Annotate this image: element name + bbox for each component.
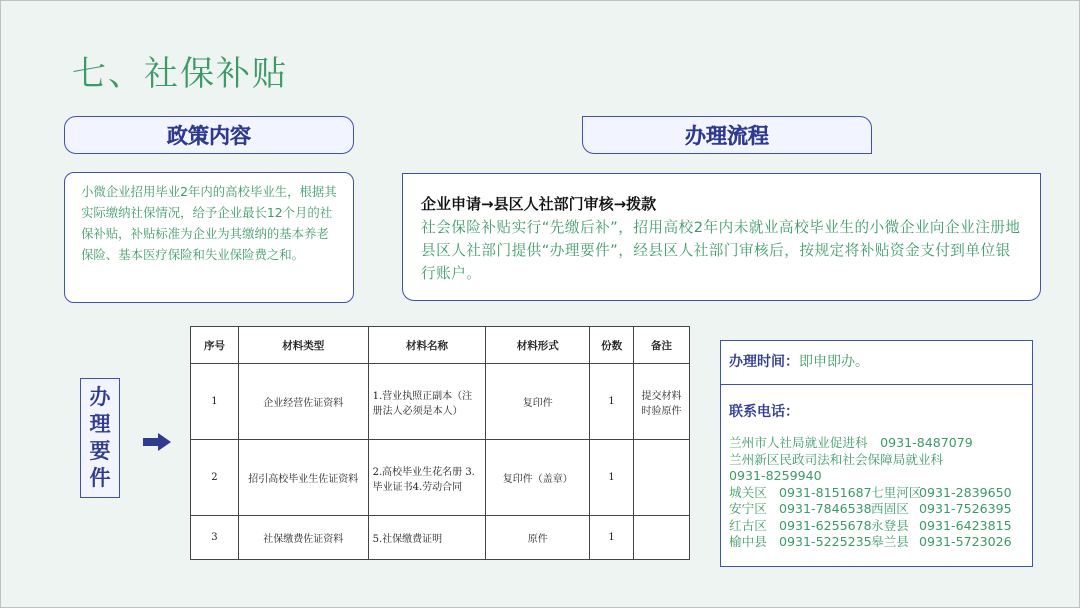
cell-name: 2.高校毕业生花名册 3.毕业证书4.劳动合同: [368, 440, 486, 516]
header-copies: 份数: [590, 327, 634, 364]
cell-notes: [634, 516, 690, 560]
district-phone: 0931-7846538: [779, 501, 872, 516]
policy-heading: 政策内容: [64, 116, 354, 154]
contact-section: [721, 385, 1032, 551]
contact-line: 兰州新区民政司法和社会保障局就业科: [729, 451, 944, 467]
cell-copies: 1: [590, 440, 634, 516]
district-name: 安宁区: [729, 501, 767, 516]
district-name: 七里河区: [871, 484, 922, 500]
cell-name: 1.营业执照正副本（注册法人必须是本人）: [368, 364, 486, 440]
cell-form: 复印件（盖章）: [486, 440, 590, 516]
district-phone: 0931-2839650: [919, 484, 1012, 500]
cell-name: 5.社保缴费证明: [368, 516, 486, 560]
cell-index: 3: [191, 516, 239, 560]
cell-form: 原件: [486, 516, 590, 560]
requirements-char: 理: [89, 412, 111, 436]
district-name: 城关区: [729, 484, 767, 500]
cell-copies: 1: [590, 516, 634, 560]
header-type: 材料类型: [238, 327, 368, 364]
process-flow: 企业申请→县区人社部门审核→拨款: [421, 195, 657, 213]
header-name: 材料名称: [368, 327, 486, 364]
cell-type: 社保缴费佐证资料: [238, 516, 368, 560]
requirements-label: [80, 378, 120, 498]
contact-label: 联系电话：: [729, 404, 799, 420]
district-phone: 0931-5225235: [779, 534, 872, 549]
district-name: 皋兰县: [871, 534, 909, 549]
district-phone: 0931-7526395: [919, 501, 1012, 516]
district-phone: 0931-5723026: [919, 534, 1012, 549]
cell-type: 招引高校毕业生佐证资料: [238, 440, 368, 516]
cell-form: 复印件: [486, 364, 590, 440]
cell-index: 2: [191, 440, 239, 516]
info-box: [720, 340, 1033, 567]
page-title: 七、社保补贴: [72, 54, 288, 94]
process-heading: 办理流程: [582, 116, 872, 154]
district-name: 永登县: [871, 517, 909, 533]
header-notes: 备注: [634, 327, 690, 364]
district-name: 西固区: [871, 501, 909, 516]
requirements-char: 办: [89, 385, 111, 409]
contact-line: 0931-8259940: [729, 468, 822, 483]
district-phone: 0931-8151687: [779, 484, 872, 500]
cell-notes: 提交材料时验原件: [634, 364, 690, 440]
processing-time-label: 办理时间：: [729, 354, 799, 370]
policy-content-box: [64, 172, 354, 303]
district-contacts: [729, 485, 1024, 551]
table-row: [191, 440, 690, 516]
requirements-char: 件: [89, 466, 111, 490]
contact-line: 兰州市人社局就业促进科 0931-8487079: [729, 435, 973, 450]
requirements-char: 要: [89, 439, 111, 463]
process-content-box: [402, 173, 1041, 301]
policy-text: 小微企业招用毕业2年内的高校毕业生，根据其实际缴纳社保情况，给予企业最长12个月的社保补贴，补贴标准为企业为其缴纳的基本养老保险、基本医疗保险和失业保险费之和。: [81, 184, 337, 262]
materials-table: [190, 326, 690, 560]
cell-type: 企业经营佐证资料: [238, 364, 368, 440]
processing-time: [721, 341, 1032, 385]
header-index: 序号: [191, 327, 239, 364]
cell-index: 1: [191, 364, 239, 440]
cell-copies: 1: [590, 364, 634, 440]
table-row: [191, 364, 690, 440]
district-phone: 0931-6255678: [779, 517, 872, 533]
right-arrow-icon: [143, 433, 171, 451]
district-name: 红古区: [729, 517, 767, 533]
cell-notes: [634, 440, 690, 516]
district-name: 榆中县: [729, 534, 767, 549]
processing-time-value: 即申即办。: [799, 354, 869, 370]
header-form: 材料形式: [486, 327, 590, 364]
district-phone: 0931-6423815: [919, 517, 1012, 533]
table-header-row: [191, 327, 690, 364]
process-description: 社会保险补贴实行“先缴后补”，招用高校2年内未就业高校毕业生的小微企业向企业注册地县区人社部门提供“办理要件”，经县区人社部门审核后，按规定将补贴资金支付到单位银行账户。: [421, 219, 1021, 282]
table-row: [191, 516, 690, 560]
